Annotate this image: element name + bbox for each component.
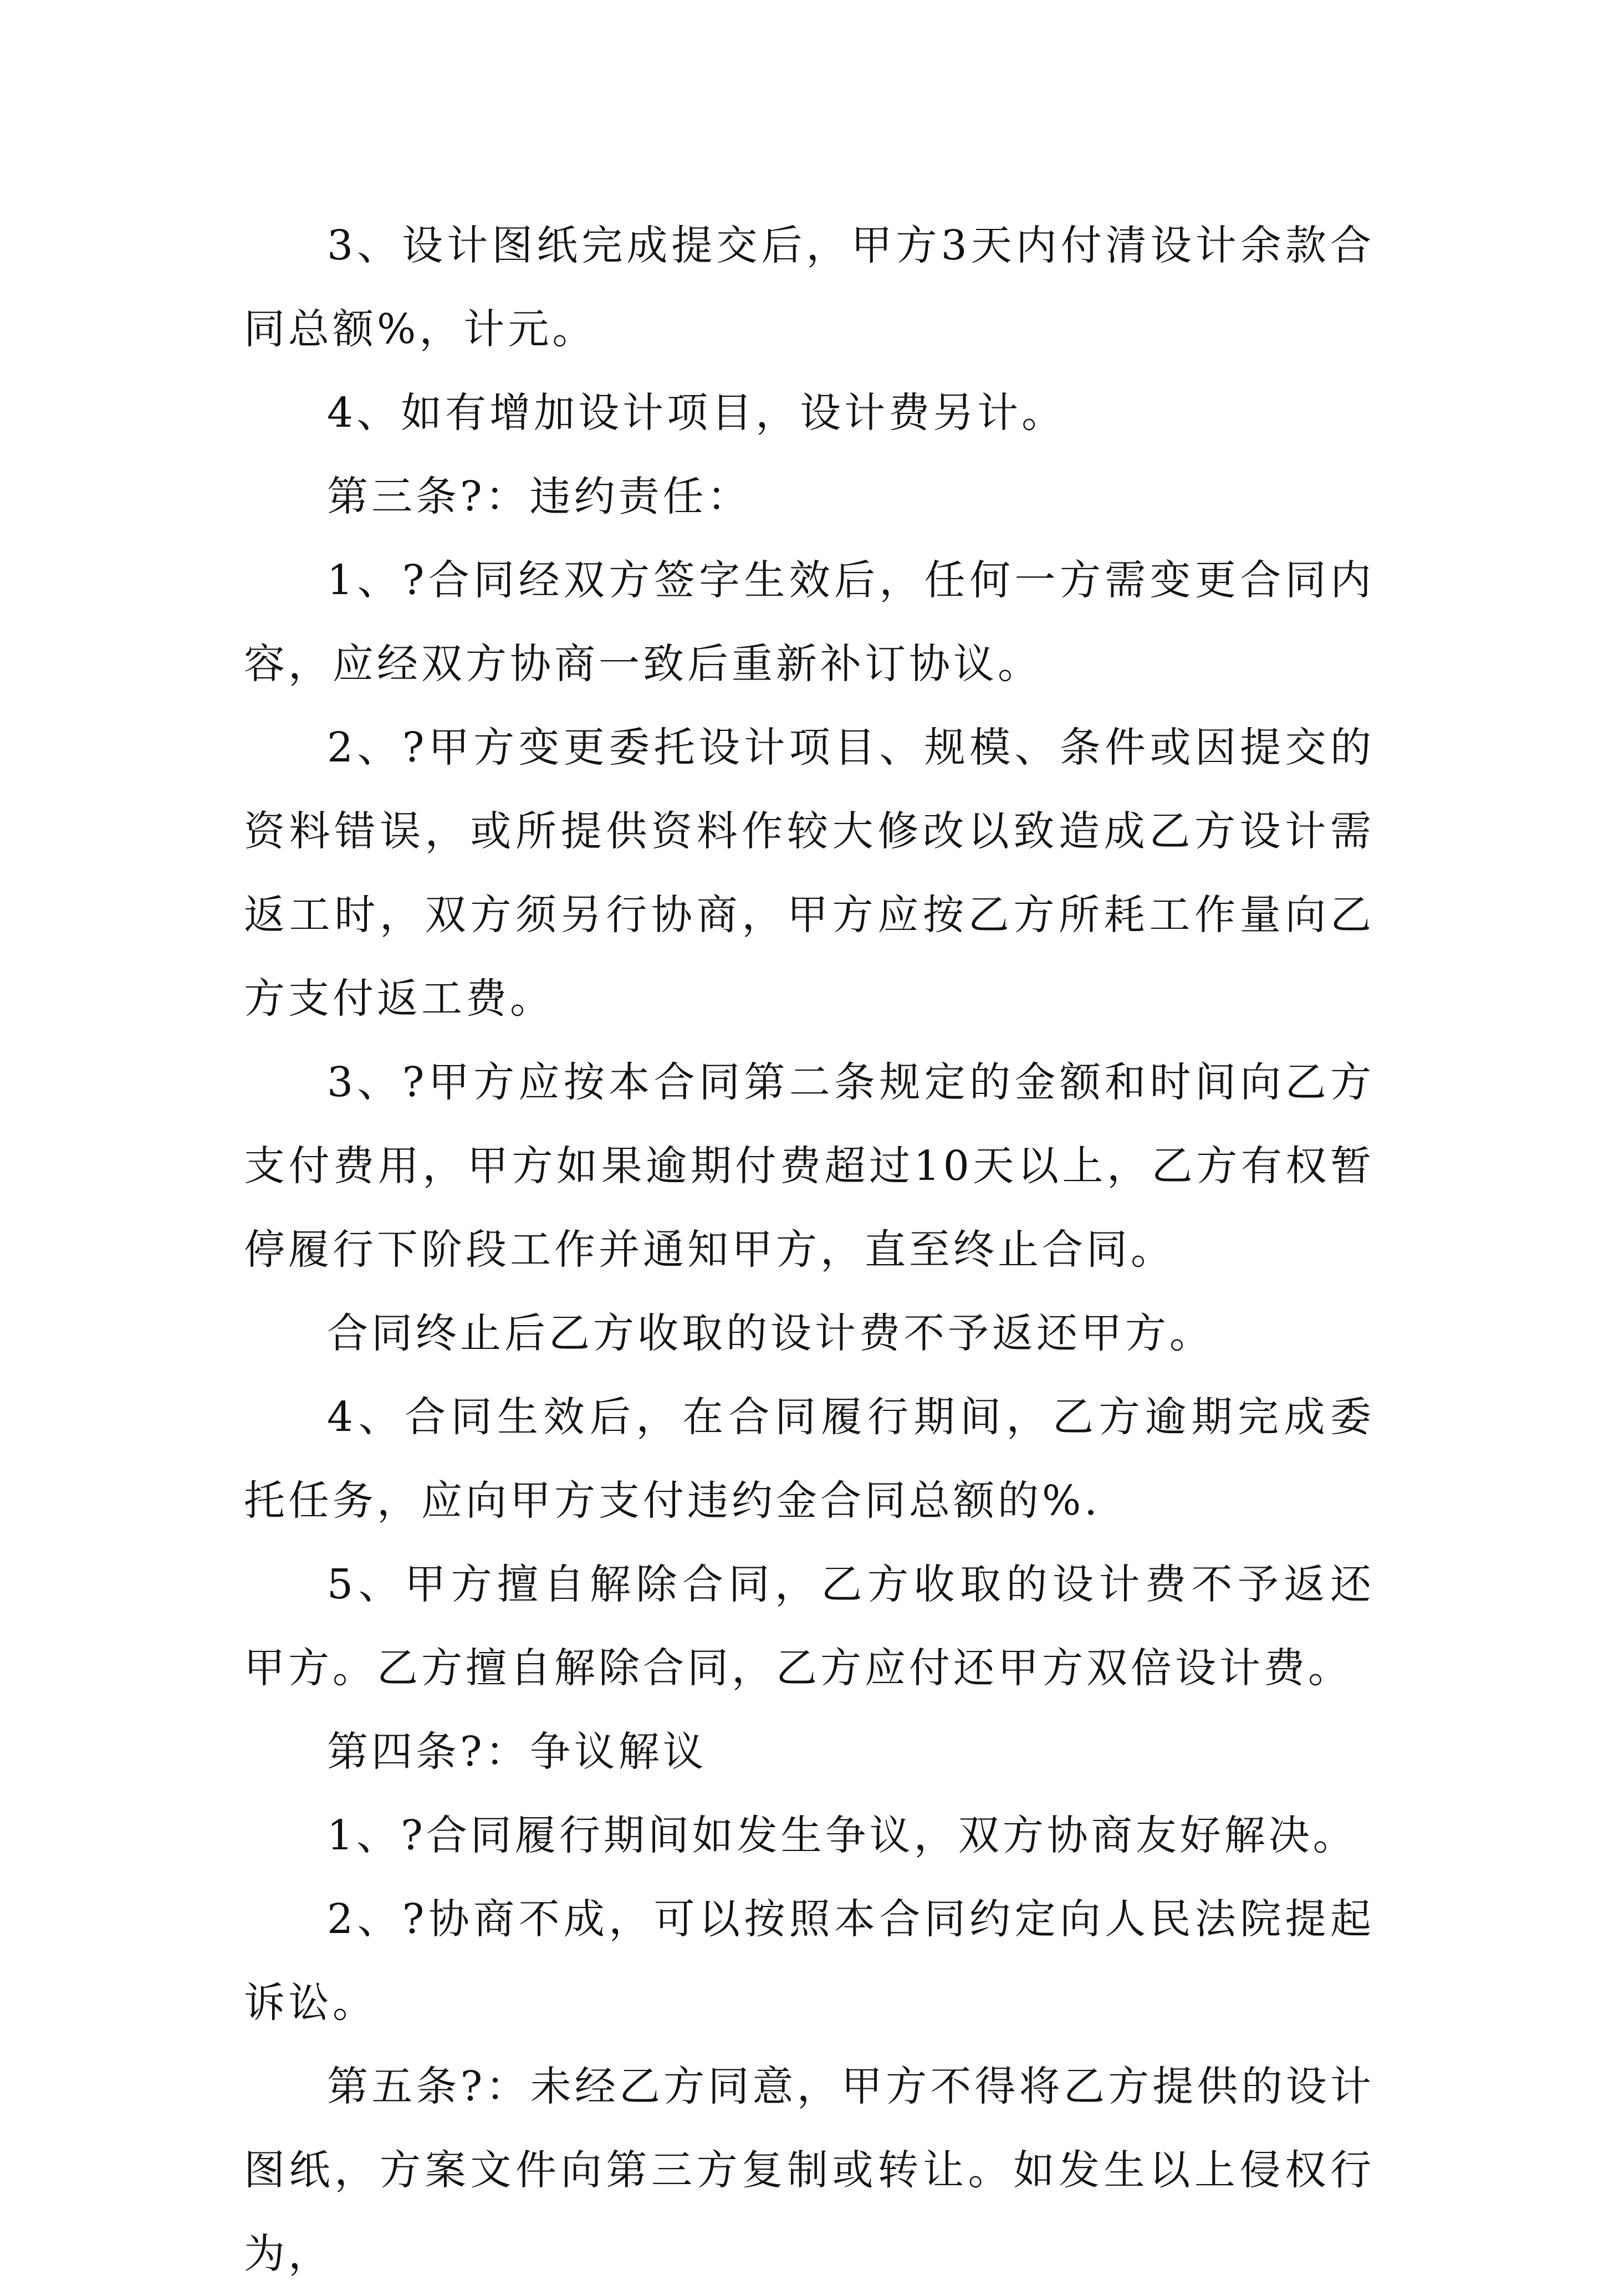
paragraph-termination: 合同终止后乙方收取的设计费不予返还甲方。 [327, 1310, 1214, 1357]
paragraph-breach-3: 3、?甲方应按本合同第二条规定的金额和时间向乙方支付费用，甲方如果逾期付费超过10天以上，乙方有权暂停履行下阶段工作并通知甲方，直至终止合同。 [244, 1058, 1375, 1274]
article-3-heading: 第三条?：违约责任： [327, 473, 752, 520]
article-5-paragraph: 第五条?：未经乙方同意，甲方不得将乙方提供的设计图纸，方案文件向第三方复制或转让。如发生以上侵权行为， [244, 2063, 1375, 2278]
paragraph-breach-5: 5、甲方擅自解除合同，乙方收取的设计费不予返还甲方。乙方擅自解除合同，乙方应付还甲方双倍设计费。 [244, 1561, 1375, 1692]
paragraph-dispute-2: 2、?协商不成，可以按照本合同约定向人民法院提起诉讼。 [244, 1895, 1375, 2027]
paragraph-payment-3: 3、设计图纸完成提交后，甲方3天内付清设计余款合同总额%，计元。 [244, 222, 1375, 353]
paragraph-dispute-1: 1、?合同履行期间如发生争议，双方协商友好解决。 [327, 1812, 1357, 1859]
contract-body [244, 204, 1375, 2296]
paragraph-payment-4: 4、如有增加设计项目，设计费另计。 [327, 389, 1066, 437]
article-4-heading: 第四条?：争议解议 [327, 1728, 707, 1776]
paragraph-breach-4: 4、合同生效后，在合同履行期间，乙方逾期完成委托任务，应向甲方支付违约金合同总额的%. [244, 1393, 1375, 1525]
paragraph-breach-2: 2、?甲方变更委托设计项目、规模、条件或因提交的资料错误，或所提供资料作较大修改以致造成乙方设计需返工时，双方须另行协商，甲方应按乙方所耗工作量向乙方支付返工费。 [244, 724, 1375, 1022]
paragraph-breach-1: 1、?合同经双方签字生效后，任何一方需变更合同内容，应经双方协商一致后重新补订协议。 [244, 556, 1375, 688]
